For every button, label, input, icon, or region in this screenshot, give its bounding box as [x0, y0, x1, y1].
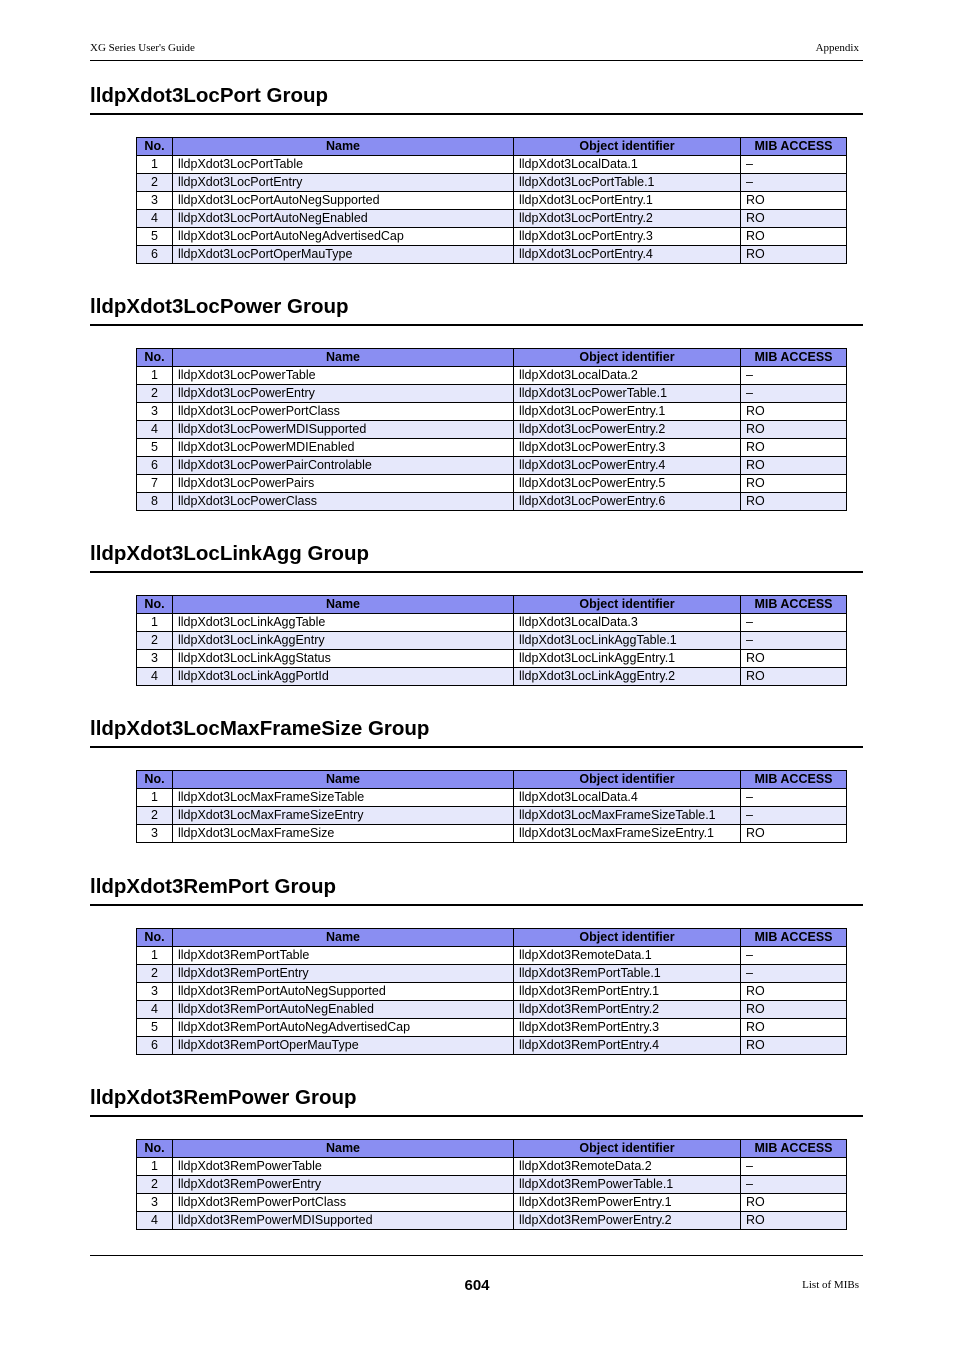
table-header-row: [137, 771, 847, 789]
table-row: [137, 174, 847, 192]
mib-access: RO: [741, 1212, 847, 1230]
row-number: 3: [137, 1194, 173, 1212]
mib-access: –: [741, 947, 847, 965]
mib-group-section: [90, 717, 863, 840]
table-row: [137, 632, 847, 650]
mib-table: [136, 137, 847, 264]
row-number: 3: [137, 650, 173, 668]
object-name: lldpXdot3LocPortTable: [173, 156, 514, 174]
mib-table: [136, 348, 847, 511]
row-number: 1: [137, 1158, 173, 1176]
table-row: [137, 807, 847, 825]
column-header-no: No.: [137, 349, 173, 367]
column-header-no: No.: [137, 929, 173, 947]
object-identifier: lldpXdot3RemPortEntry.3: [514, 1019, 741, 1037]
mib-access: RO: [741, 493, 847, 511]
column-header-access: MIB ACCESS: [741, 138, 847, 156]
mib-table: [136, 770, 847, 843]
mib-access: –: [741, 156, 847, 174]
object-name: lldpXdot3LocPowerMDIEnabled: [173, 439, 514, 457]
column-header-name: Name: [173, 1140, 514, 1158]
object-identifier: lldpXdot3LocPowerEntry.2: [514, 421, 741, 439]
table-row: [137, 156, 847, 174]
table-row: [137, 789, 847, 807]
object-name: lldpXdot3RemPowerTable: [173, 1158, 514, 1176]
object-identifier: lldpXdot3LocPortEntry.4: [514, 246, 741, 264]
group-heading: lldpXdot3RemPower Group: [90, 1087, 863, 1117]
table-row: [137, 965, 847, 983]
column-header-oid: Object identifier: [514, 771, 741, 789]
object-name: lldpXdot3RemPortAutoNegEnabled: [173, 1001, 514, 1019]
column-header-no: No.: [137, 138, 173, 156]
object-name: lldpXdot3LocLinkAggStatus: [173, 650, 514, 668]
object-name: lldpXdot3RemPowerPortClass: [173, 1194, 514, 1212]
table-row: [137, 457, 847, 475]
mib-access: –: [741, 807, 847, 825]
table-header-row: [137, 596, 847, 614]
object-name: lldpXdot3LocLinkAggTable: [173, 614, 514, 632]
mib-access: –: [741, 367, 847, 385]
object-name: lldpXdot3RemPortAutoNegAdvertisedCap: [173, 1019, 514, 1037]
mib-access: RO: [741, 1001, 847, 1019]
mib-access: –: [741, 1158, 847, 1176]
object-identifier: lldpXdot3LocLinkAggTable.1: [514, 632, 741, 650]
table-header-row: [137, 349, 847, 367]
object-identifier: lldpXdot3LocMaxFrameSizeEntry.1: [514, 825, 741, 843]
row-number: 2: [137, 1176, 173, 1194]
object-identifier: lldpXdot3LocPowerEntry.4: [514, 457, 741, 475]
table-row: [137, 1212, 847, 1230]
mib-access: RO: [741, 475, 847, 493]
object-identifier: lldpXdot3RemPowerEntry.1: [514, 1194, 741, 1212]
table-header-row: [137, 1140, 847, 1158]
object-name: lldpXdot3LocPortOperMauType: [173, 246, 514, 264]
mib-group-section: [90, 542, 863, 683]
object-identifier: lldpXdot3RemoteData.2: [514, 1158, 741, 1176]
object-identifier: lldpXdot3RemPowerEntry.2: [514, 1212, 741, 1230]
object-identifier: lldpXdot3LocalData.2: [514, 367, 741, 385]
object-identifier: lldpXdot3LocalData.3: [514, 614, 741, 632]
column-header-name: Name: [173, 596, 514, 614]
row-number: 6: [137, 457, 173, 475]
object-identifier: lldpXdot3LocPowerEntry.6: [514, 493, 741, 511]
mib-access: RO: [741, 439, 847, 457]
object-identifier: lldpXdot3LocPowerEntry.5: [514, 475, 741, 493]
column-header-oid: Object identifier: [514, 596, 741, 614]
row-number: 1: [137, 156, 173, 174]
row-number: 4: [137, 421, 173, 439]
table-row: [137, 439, 847, 457]
mib-access: RO: [741, 192, 847, 210]
column-header-oid: Object identifier: [514, 929, 741, 947]
row-number: 1: [137, 789, 173, 807]
row-number: 3: [137, 192, 173, 210]
table-row: [137, 947, 847, 965]
row-number: 1: [137, 947, 173, 965]
mib-access: RO: [741, 650, 847, 668]
mib-table: [136, 1139, 847, 1230]
row-number: 5: [137, 228, 173, 246]
object-identifier: lldpXdot3LocalData.4: [514, 789, 741, 807]
page-number: 604: [464, 1277, 490, 1294]
column-header-no: No.: [137, 771, 173, 789]
table-row: [137, 650, 847, 668]
object-identifier: lldpXdot3LocPortEntry.2: [514, 210, 741, 228]
row-number: 4: [137, 1212, 173, 1230]
guide-title: XG Series User's Guide: [90, 42, 195, 54]
table-row: [137, 228, 847, 246]
row-number: 3: [137, 983, 173, 1001]
column-header-access: MIB ACCESS: [741, 771, 847, 789]
table-row: [137, 493, 847, 511]
object-identifier: lldpXdot3LocPowerTable.1: [514, 385, 741, 403]
column-header-no: No.: [137, 1140, 173, 1158]
object-identifier: lldpXdot3LocMaxFrameSizeTable.1: [514, 807, 741, 825]
mib-table: [136, 928, 847, 1055]
mib-group-section: [90, 875, 863, 1052]
object-name: lldpXdot3LocMaxFrameSize: [173, 825, 514, 843]
table-row: [137, 246, 847, 264]
group-heading: lldpXdot3LocMaxFrameSize Group: [90, 718, 863, 748]
object-name: lldpXdot3LocMaxFrameSizeTable: [173, 789, 514, 807]
table-row: [137, 1158, 847, 1176]
object-identifier: lldpXdot3LocPowerEntry.1: [514, 403, 741, 421]
row-number: 4: [137, 1001, 173, 1019]
mib-group-section: [90, 1086, 863, 1227]
row-number: 3: [137, 825, 173, 843]
object-identifier: lldpXdot3LocPortEntry.1: [514, 192, 741, 210]
row-number: 2: [137, 807, 173, 825]
mib-access: RO: [741, 246, 847, 264]
column-header-name: Name: [173, 929, 514, 947]
table-row: [137, 385, 847, 403]
object-name: lldpXdot3RemPortEntry: [173, 965, 514, 983]
mib-group-section: [90, 84, 863, 261]
mib-access: RO: [741, 668, 847, 686]
group-heading: lldpXdot3LocPower Group: [90, 296, 863, 326]
mib-access: RO: [741, 825, 847, 843]
object-name: lldpXdot3LocLinkAggEntry: [173, 632, 514, 650]
column-header-access: MIB ACCESS: [741, 596, 847, 614]
row-number: 7: [137, 475, 173, 493]
object-identifier: lldpXdot3RemPortEntry.4: [514, 1037, 741, 1055]
object-name: lldpXdot3RemPortOperMauType: [173, 1037, 514, 1055]
row-number: 4: [137, 210, 173, 228]
object-name: lldpXdot3LocPowerPairs: [173, 475, 514, 493]
mib-access: –: [741, 789, 847, 807]
table-row: [137, 403, 847, 421]
mib-access: RO: [741, 210, 847, 228]
column-header-access: MIB ACCESS: [741, 1140, 847, 1158]
footer-rule: [90, 1255, 863, 1256]
object-name: lldpXdot3LocPowerTable: [173, 367, 514, 385]
object-name: lldpXdot3LocPortEntry: [173, 174, 514, 192]
running-header: [90, 42, 863, 61]
object-identifier: lldpXdot3LocLinkAggEntry.2: [514, 668, 741, 686]
object-name: lldpXdot3LocPowerClass: [173, 493, 514, 511]
mib-access: RO: [741, 1019, 847, 1037]
table-row: [137, 192, 847, 210]
column-header-oid: Object identifier: [514, 1140, 741, 1158]
object-name: lldpXdot3LocPortAutoNegEnabled: [173, 210, 514, 228]
row-number: 2: [137, 965, 173, 983]
group-heading: lldpXdot3RemPort Group: [90, 876, 863, 906]
table-row: [137, 1001, 847, 1019]
mib-access: –: [741, 385, 847, 403]
column-header-name: Name: [173, 349, 514, 367]
object-name: lldpXdot3LocPowerPortClass: [173, 403, 514, 421]
mib-access: RO: [741, 1037, 847, 1055]
table-row: [137, 668, 847, 686]
object-identifier: lldpXdot3RemPortEntry.2: [514, 1001, 741, 1019]
chapter-name: Appendix: [815, 42, 859, 54]
row-number: 2: [137, 174, 173, 192]
object-name: lldpXdot3LocLinkAggPortId: [173, 668, 514, 686]
mib-access: RO: [741, 1194, 847, 1212]
row-number: 1: [137, 367, 173, 385]
table-header-row: [137, 929, 847, 947]
object-name: lldpXdot3LocPortAutoNegAdvertisedCap: [173, 228, 514, 246]
table-row: [137, 475, 847, 493]
mib-access: RO: [741, 421, 847, 439]
object-identifier: lldpXdot3LocPortTable.1: [514, 174, 741, 192]
group-heading: lldpXdot3LocPort Group: [90, 85, 863, 115]
column-header-oid: Object identifier: [514, 349, 741, 367]
footer-section-name: List of MIBs: [802, 1279, 859, 1291]
table-header-row: [137, 138, 847, 156]
mib-access: –: [741, 965, 847, 983]
row-number: 5: [137, 439, 173, 457]
table-row: [137, 1176, 847, 1194]
row-number: 1: [137, 614, 173, 632]
object-name: lldpXdot3LocMaxFrameSizeEntry: [173, 807, 514, 825]
object-name: lldpXdot3RemPortTable: [173, 947, 514, 965]
row-number: 6: [137, 1037, 173, 1055]
column-header-name: Name: [173, 771, 514, 789]
column-header-oid: Object identifier: [514, 138, 741, 156]
table-row: [137, 1194, 847, 1212]
row-number: 2: [137, 632, 173, 650]
mib-access: –: [741, 632, 847, 650]
mib-access: –: [741, 614, 847, 632]
column-header-access: MIB ACCESS: [741, 929, 847, 947]
table-row: [137, 983, 847, 1001]
object-name: lldpXdot3RemPortAutoNegSupported: [173, 983, 514, 1001]
mib-access: RO: [741, 403, 847, 421]
row-number: 6: [137, 246, 173, 264]
object-identifier: lldpXdot3RemoteData.1: [514, 947, 741, 965]
object-name: lldpXdot3LocPortAutoNegSupported: [173, 192, 514, 210]
table-row: [137, 614, 847, 632]
object-identifier: lldpXdot3LocalData.1: [514, 156, 741, 174]
mib-access: –: [741, 1176, 847, 1194]
column-header-name: Name: [173, 138, 514, 156]
mib-access: RO: [741, 457, 847, 475]
mib-access: RO: [741, 983, 847, 1001]
table-row: [137, 1037, 847, 1055]
mib-access: –: [741, 174, 847, 192]
row-number: 2: [137, 385, 173, 403]
row-number: 4: [137, 668, 173, 686]
table-row: [137, 1019, 847, 1037]
object-identifier: lldpXdot3LocPortEntry.3: [514, 228, 741, 246]
table-row: [137, 421, 847, 439]
object-name: lldpXdot3LocPowerEntry: [173, 385, 514, 403]
table-row: [137, 210, 847, 228]
row-number: 5: [137, 1019, 173, 1037]
mib-table: [136, 595, 847, 686]
table-row: [137, 367, 847, 385]
mib-group-section: [90, 295, 863, 508]
object-name: lldpXdot3LocPowerPairControlable: [173, 457, 514, 475]
row-number: 8: [137, 493, 173, 511]
row-number: 3: [137, 403, 173, 421]
table-row: [137, 825, 847, 843]
column-header-access: MIB ACCESS: [741, 349, 847, 367]
mib-access: RO: [741, 228, 847, 246]
object-identifier: lldpXdot3RemPortTable.1: [514, 965, 741, 983]
object-identifier: lldpXdot3RemPortEntry.1: [514, 983, 741, 1001]
object-name: lldpXdot3RemPowerEntry: [173, 1176, 514, 1194]
object-name: lldpXdot3LocPowerMDISupported: [173, 421, 514, 439]
object-name: lldpXdot3RemPowerMDISupported: [173, 1212, 514, 1230]
object-identifier: lldpXdot3RemPowerTable.1: [514, 1176, 741, 1194]
column-header-no: No.: [137, 596, 173, 614]
group-heading: lldpXdot3LocLinkAgg Group: [90, 543, 863, 573]
object-identifier: lldpXdot3LocPowerEntry.3: [514, 439, 741, 457]
object-identifier: lldpXdot3LocLinkAggEntry.1: [514, 650, 741, 668]
